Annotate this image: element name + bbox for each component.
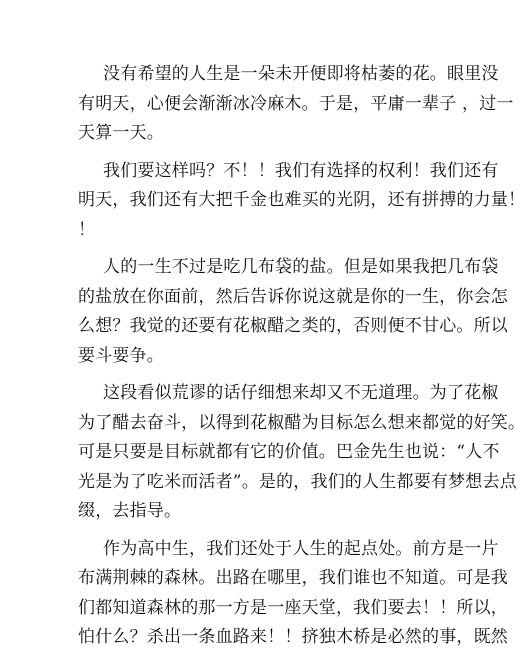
text-line: 怕什么？杀出一条血路来！！挤独木桥是必然的事，既然 (78, 627, 508, 647)
text-line: 人的一生不过是吃几布袋的盐。但是如果我把几布袋 (103, 257, 499, 277)
text-line: 天算一天。 (78, 123, 164, 143)
text-line: 作为高中生，我们还处于人生的起点处。前方是一片 (103, 538, 499, 559)
text-line: 为了醋去奋斗，以得到花椒醋为目标怎么想来都觉的好笑。 (78, 412, 525, 433)
text-line: 的盐放在你面前，然后告诉你说这就是你的一生，你会怎 (78, 286, 508, 307)
text-line: 可是只要是目标就都有它的价值。巴金先生也说：“人不 (78, 442, 500, 462)
text-line: 光是为了吃米而活者”。是的，我们的人生都要有梦想去点 (78, 471, 517, 492)
paragraph-3 (78, 253, 508, 371)
text-line: 有明天，心便会渐渐冰冷麻木。于是，平庸一辈子 ，过一 (78, 93, 514, 114)
text-line: 明天，我们还有大把千金也难买的光阴，还有拼搏的力量！ (78, 190, 525, 210)
text-line: 没有希望的人生是一朵未开便即将枯萎的花。眼里没 (103, 64, 499, 84)
essay-body (78, 60, 525, 661)
text-line: 布满荆棘的森林。出路在哪里，我们谁也不知道。可是我 (78, 568, 508, 588)
text-line: ！ (78, 219, 96, 240)
paragraph-2 (78, 157, 525, 246)
text-line: 我们要这样吗？不！！我们有选择的权利！我们还有 (103, 160, 499, 181)
paragraph-5 (78, 535, 508, 653)
text-line: 们都知道森林的那一方是一座天堂，我们要去！！所以， (78, 597, 508, 618)
paragraph-1 (78, 60, 514, 149)
paragraph-4 (78, 379, 525, 527)
text-line: 缀，去指导。 (78, 501, 182, 521)
text-line: 要斗要争。 (78, 345, 164, 366)
text-line: 么想？我觉的还要有花椒醋之类的，否则便不甘心。所以 (78, 316, 508, 336)
text-line: 这段看似荒谬的话仔细想来却又不无道理。为了花椒 (103, 383, 499, 403)
